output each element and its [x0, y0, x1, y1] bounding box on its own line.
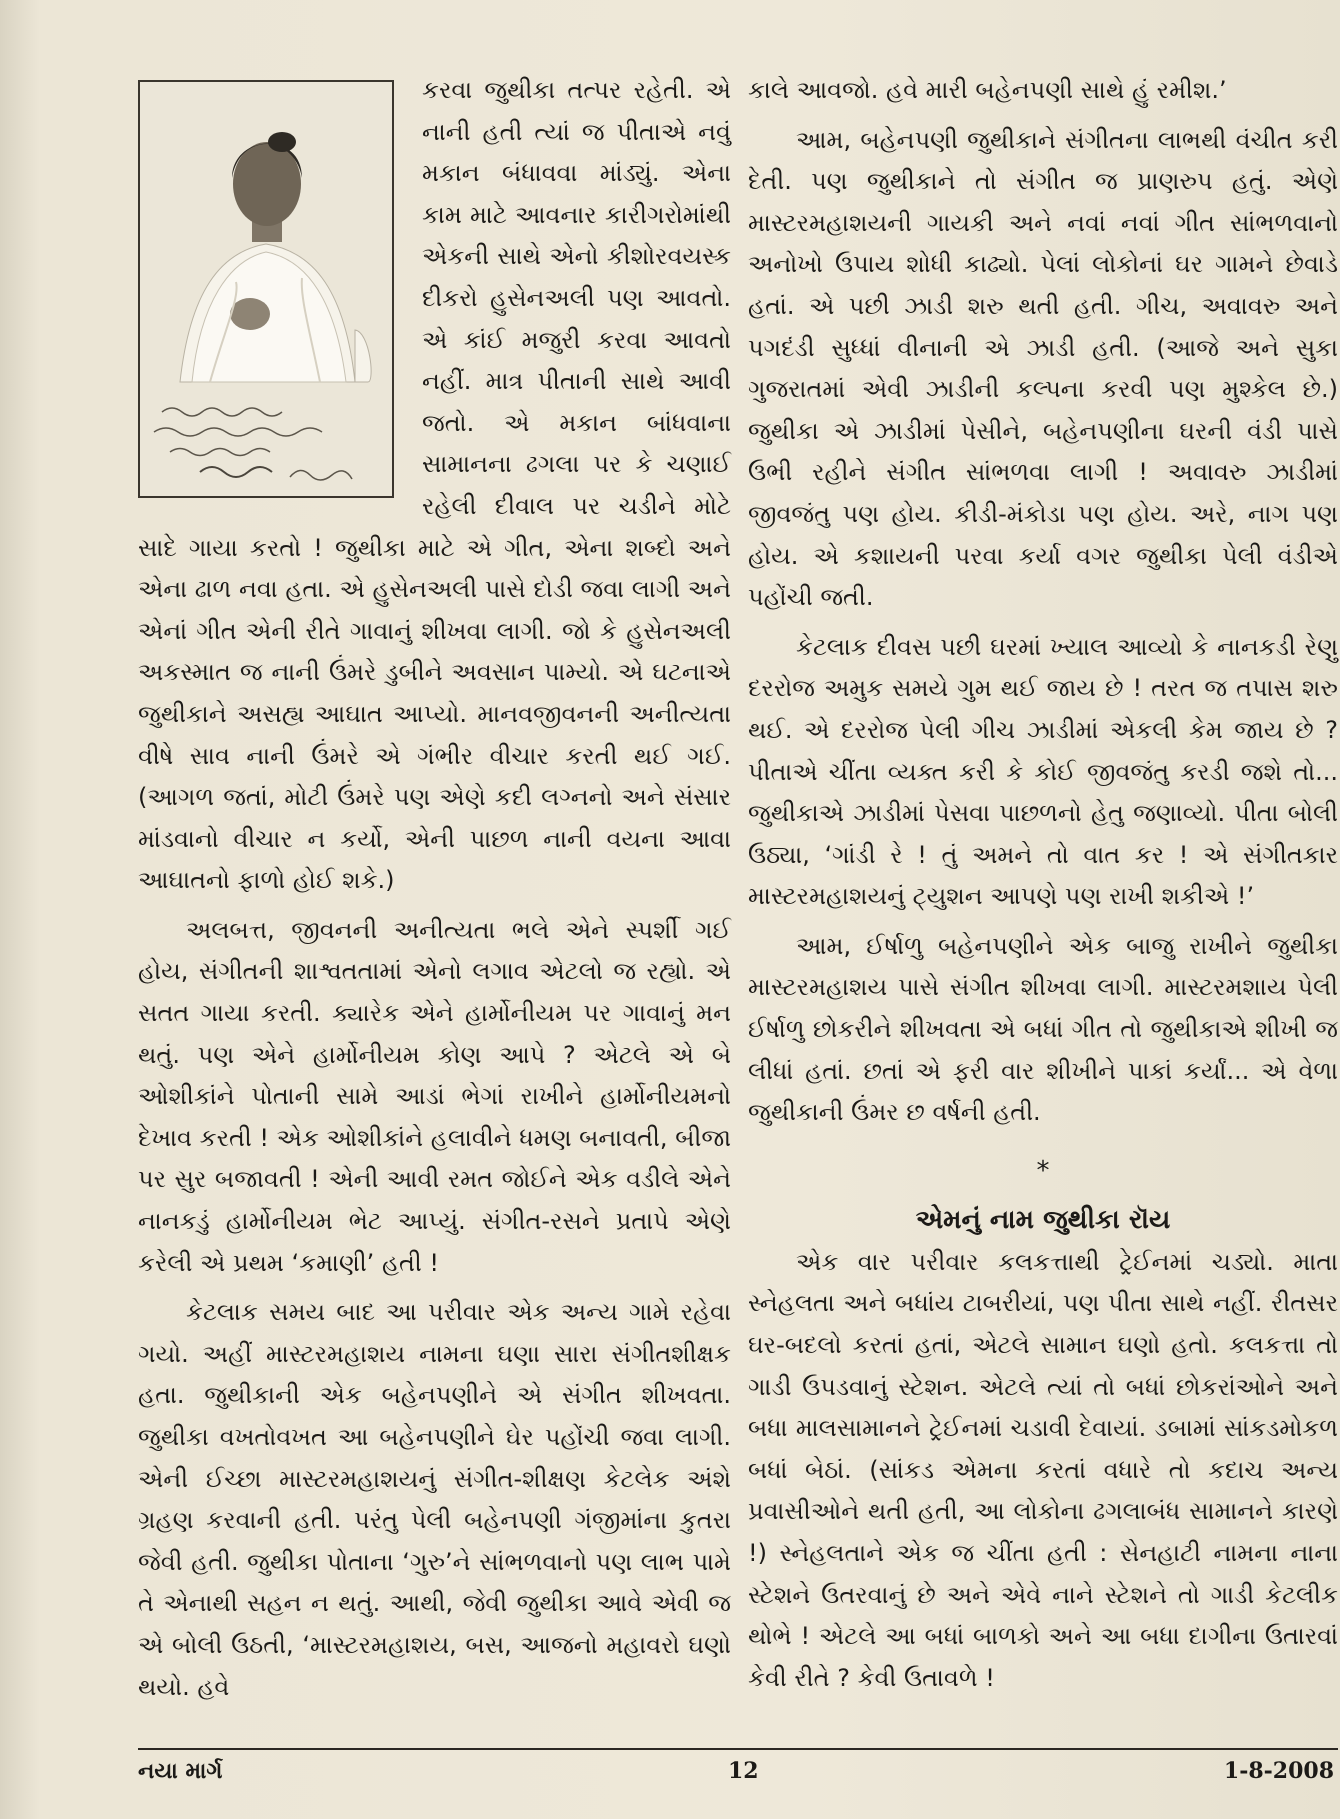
- right-column: [748, 70, 1338, 1699]
- left-paragraph-3: કેટલાક સમય બાદ આ પરીવાર એક અન્ય ગામે રહેવા ગયો. અહીં માસ્ટરમહાશય નામના ઘણા સારા સંગીતશીક્ષક હતા. જુથીકાની એક બહેનપણીને એ સંગીત શીખવતા. જુથીકા વખતોવખત આ બહેનપણીને ઘેર પહોંચી જવા લાગી. એની ઈચ્છા માસ્ટરમહાશયનું સંગીત-શીક્ષણ કેટલેક અંશે ગ્રહણ કરવાની હતી. પરંતુ પેલી બહેનપણી ગંજીમાંના કુતરા જેવી હતી. જુથીકા પોતાના ‘ગુરુ’ને સાંભળવાનો પણ લાભ પામે તે એનાથી સહન ન થતું. આથી, જેવી જુથીકા આવે એવી જ એ બોલી ઉઠતી, ‘માસ્ટરમહાશય, બસ, આજનો મહાવરો ઘણો થયો. હવે: [138, 1298, 731, 1701]
- left-paragraph-2: અલબત્ત, જીવનની અનીત્યતા ભલે એને સ્પર્શી ગઈ હોય, સંગીતની શાશ્વતતામાં એનો લગાવ એટલો જ રહ્યો. એ સતત ગાયા કરતી. ક્યારેક એને હાર્મોનીયમ પર ગાવાનું મન થતું. પણ એને હાર્મોનીયમ કોણ આપે ? એટલે એ બે ઓશીકાંને પોતાની સામે આડાં ભેગાં રાખીને હાર્મોનીયમનો દેખાવ કરતી ! એક ઓશીકાંને હલાવીને ધમણ બનાવતી, બીજા પર સુર બજાવતી ! એની આવી રમત જોઈને એક વડીલે એને નાનકડું હાર્મોનીયમ ભેટ આપ્યું. સંગીત-રસને પ્રતાપે એણે કરેલી એ પ્રથમ ‘કમાણી’ હતી !: [138, 915, 731, 1277]
- page-footer: [138, 1748, 1338, 1790]
- right-paragraph-1: કાલે આવજો. હવે મારી બહેનપણી સાથે હું રમીશ.’: [748, 76, 1227, 104]
- right-paragraph-5: એક વાર પરીવાર કલકત્તાથી ટ્રેઈનમાં ચડ્યો. માતા સ્નેહલતા અને બધાંય ટાબરીયાં, પણ પીતા સાથે નહીં. રીતસર ઘર-બદલો કરતાં હતાં, એટલે સામાન ઘણો હતો. કલકત્તા તો ગાડી ઉપડવાનું સ્ટેશન. એટલે ત્યાં તો બધાં છોકરાંઓને અને બધા માલસામાનને ટ્રેઈનમાં ચડાવી દેવાયાં. ડબામાં સાંકડમોકળ બધાં બેઠાં. (સાંકડ એમના કરતાં વધારે તો કદાચ અન્ય પ્રવાસીઓને થતી હતી, આ લોકોના ઢગલાબંધ સામાનને કારણે !) સ્નેહલતાને એક જ ચીંતા હતી : સેનહાટી નામના નાના સ્ટેશને ઉતરવાનું છે અને એવે નાને સ્ટેશને તો ગાડી કેટલીક થોભે ! એટલે આ બધાં બાળકો અને આ બધા દાગીના ઉતારવાં કેવી રીતે ? કેવી ઉતાવળે !: [748, 1247, 1338, 1692]
- portrait-illustration: [140, 82, 392, 496]
- right-paragraph-2: આમ, બહેનપણી જુથીકાને સંગીતના લાભથી વંચીત કરી દેતી. પણ જુથીકાને તો સંગીત જ પ્રાણરુપ હતું. એણે માસ્ટરમહાશયની ગાયકી અને નવાં નવાં ગીત સાંભળવાનો અનોખો ઉપાય શોધી કાઢ્યો. પેલાં લોકોનાં ઘર ગામને છેવાડે હતાં. એ પછી ઝાડી શરુ થતી હતી. ગીચ, અવાવરુ અને પગદંડી સુધ્ધાં વીનાની એ ઝાડી હતી. (આજે અને સુકા ગુજરાતમાં એવી ઝાડીની કલ્પના કરવી પણ મુશ્કેલ છે.) જુથીકા એ ઝાડીમાં પેસીને, બહેનપણીના ઘરની વંડી પાસે ઉભી રહીને સંગીત સાંભળવા લાગી ! અવાવરુ ઝાડીમાં જીવજંતુ પણ હોય. કીડી-મંકોડા પણ હોય. અરે, નાગ પણ હોય. એ કશાયની પરવા કર્યા વગર જુથીકા પેલી વંડીએ પહોંચી જતી.: [748, 125, 1338, 612]
- magazine-name: નયા માર્ગ: [138, 1758, 223, 1784]
- issue-date: 1-8-2008: [1223, 1758, 1334, 1784]
- section-heading: એમનું નામ જુથીકા રૉય: [915, 1204, 1171, 1235]
- right-paragraph-3: કેટલાક દીવસ પછી ઘરમાં ખ્યાલ આવ્યો કે નાનકડી રેણુ દરરોજ અમુક સમયે ગુમ થઈ જાય છે ! તરત જ તપાસ શરુ થઈ. એ દરરોજ પેલી ગીચ ઝાડીમાં એકલી કેમ જાય છે ? પીતાએ ચીંતા વ્યક્ત કરી કે કોઈ જીવજંતુ કરડી જશે તો... જુથીકાએ ઝાડીમાં પેસવા પાછળનો હેતુ જણાવ્યો. પીતા બોલી ઉઠ્યા, ‘ગાંડી રે ! તું અમને તો વાત કર ! એ સંગીતકાર માસ્ટરમહાશયનું ટ્યુશન આપણે પણ રાખી શકીએ !’: [748, 632, 1338, 911]
- page-number: 12: [728, 1758, 759, 1784]
- left-paragraph-1: કરવા જુથીકા તત્પર રહેતી. એ નાની હતી ત્યાં જ પીતાએ નવું મકાન બંધાવવા માંડ્યું. એના કામ માટે આવનાર કારીગરોમાંથી એકની સાથે એનો કીશોરવયસ્ક દીકરો હુસેનઅલી પણ આવતો. એ કાંઈ મજુરી કરવા આવતો નહીં. માત્ર પીતાની સાથે આવી જતો. એ મકાન બાંધવાના સામાનના ઢગલા પર કે ચણાઈ રહેલી દીવાલ પર ચડીને મોટે સાદે ગાયા કરતો ! જુથીકા માટે એ ગીત, એના શબ્દો અને એના ઢાળ નવા હતા. એ હુસેનઅલી પાસે દોડી જવા લાગી અને એનાં ગીત એની રીતે ગાવાનું શીખવા લાગી. જો કે હુસેનઅલી અકસ્માત જ નાની ઉંમરે ડુબીને અવસાન પામ્યો. એ ઘટનાએ જુથીકાને અસહ્ય આઘાત આપ્યો. માનવજીવનની અનીત્યતા વીષે સાવ નાની ઉંમરે એ ગંભીર વીચાર કરતી થઈ ગઈ. (આગળ જતાં, મોટી ઉંમરે પણ એણે કદી લગ્નનો અને સંસાર માંડવાનો વીચાર ન કર્યો, એની પાછળ નાની વયના આવા આઘાતનો ફાળો હોઈ શકે.): [138, 76, 731, 895]
- section-separator: *: [1036, 1155, 1050, 1186]
- right-paragraph-4: આમ, ઈર્ષાળુ બહેનપણીને એક બાજુ રાખીને જુથીકા માસ્ટરમહાશય પાસે સંગીત શીખવા લાગી. માસ્ટરમશાય પેલી ઈર્ષાળુ છોકરીને શીખવતા એ બધાં ગીત તો જુથીકાએ શીખી જ લીધાં હતાં. છતાં એ ફરી વાર શીખીને પાકાં કર્યાં... એ વેળા જુથીકાની ઉંમર છ વર્ષની હતી.: [748, 931, 1338, 1127]
- portrait-photo: [138, 80, 394, 498]
- left-column: [138, 70, 731, 1708]
